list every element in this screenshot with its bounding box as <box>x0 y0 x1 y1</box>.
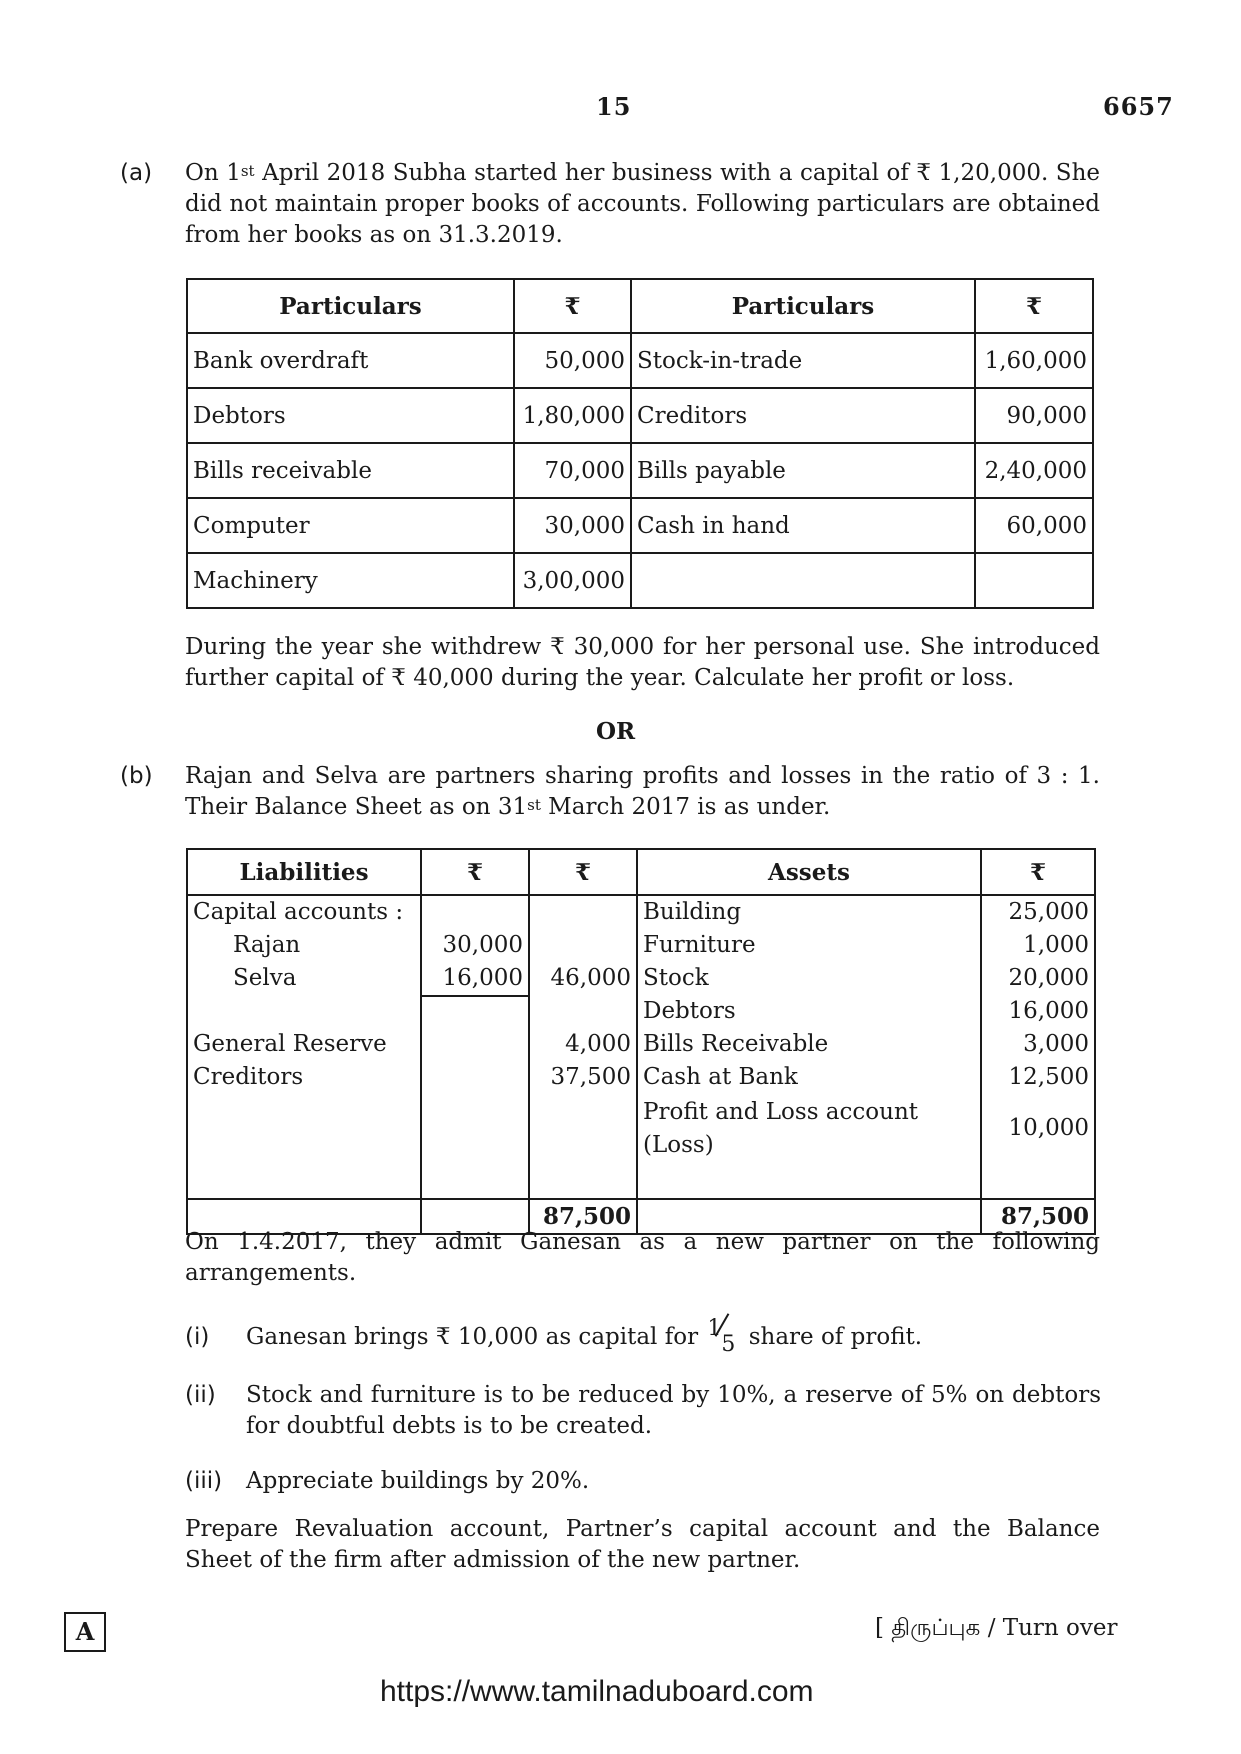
asset-name: Bills Receivable <box>643 1031 829 1057</box>
asset-name: Cash at Bank <box>643 1064 798 1090</box>
asset-amount: 3,000 <box>1023 1031 1089 1057</box>
table-header: ₹ <box>421 849 529 895</box>
table-cell <box>631 553 975 608</box>
table-cell: Cash in hand <box>631 498 975 553</box>
question-a-label: (a) <box>120 160 153 186</box>
fraction-one-fifth: 1 5 <box>705 1323 741 1353</box>
table-row <box>187 333 1093 388</box>
table-cell: 2,40,000 <box>975 443 1093 498</box>
table-cell: Computer <box>187 498 514 553</box>
question-a-intro: On 1st April 2018 Subha started her business with a capital of ₹ 1,20,000. She did not maintain proper books of accounts. Following particulars are obtained from her books as on 31.3.2019. <box>185 160 1100 248</box>
total-assets: 87,500 <box>981 1199 1095 1234</box>
table-cell: 30,000 <box>514 498 631 553</box>
partner-amount-column <box>421 895 529 1199</box>
table-cell: Bills receivable <box>187 443 514 498</box>
creditors-label: Creditors <box>193 1064 304 1090</box>
table-cell: 60,000 <box>975 498 1093 553</box>
capital-accounts-label: Capital accounts : <box>193 899 404 925</box>
table-cell: Bills payable <box>631 443 975 498</box>
table-row <box>187 553 1093 608</box>
asset-amount: 1,000 <box>1023 932 1089 958</box>
table-cell: Bank overdraft <box>187 333 514 388</box>
asset-name: Furniture <box>643 932 756 958</box>
total-liabilities: 87,500 <box>529 1199 637 1234</box>
turn-over-text: [ திருப்புக / Turn over <box>875 1615 1118 1641</box>
website-url[interactable]: https://www.tamilnaduboard.com <box>380 1675 814 1708</box>
paper-code: 6657 <box>1103 92 1174 121</box>
general-reserve-amount: 4,000 <box>565 1031 631 1057</box>
or-separator: OR <box>596 718 636 745</box>
asset-amount: 20,000 <box>1008 965 1089 991</box>
pl-loss-label: (Loss) <box>643 1132 714 1158</box>
item-number: (ii) <box>185 1382 216 1408</box>
table-row <box>187 895 1095 1199</box>
table-header: ₹ <box>529 849 637 895</box>
closing-instruction: Prepare Revaluation account, Partner’s capital account and the Balance Sheet of the firm after admission of the new partner. <box>185 1516 1100 1573</box>
asset-amount: 25,000 <box>1008 899 1089 925</box>
table-header-row <box>187 279 1093 333</box>
question-b-intro: Rajan and Selva are partners sharing profits and losses in the ratio of 3 : 1. Their Balance Sheet as on 31st March 2017 is as under. <box>185 763 1100 820</box>
table-cell: Stock-in-trade <box>631 333 975 388</box>
pl-amount: 10,000 <box>1008 1115 1089 1141</box>
item-i-text: Ganesan brings ₹ 10,000 as capital for 1 5 share of profit. <box>246 1322 1101 1353</box>
creditors-amount: 37,500 <box>550 1064 631 1090</box>
table-cell <box>975 553 1093 608</box>
pl-account-label: Profit and Loss account <box>643 1099 919 1125</box>
page-number: 15 <box>596 92 632 121</box>
liabilities-column <box>187 895 421 1199</box>
asset-name: Stock <box>643 965 709 991</box>
particulars-table <box>186 278 1094 609</box>
asset-amount: 16,000 <box>1008 998 1089 1024</box>
table-row <box>187 498 1093 553</box>
item-number: (iii) <box>185 1468 223 1494</box>
table-cell: Creditors <box>631 388 975 443</box>
general-reserve-label: General Reserve <box>193 1031 387 1057</box>
version-box: A <box>64 1612 106 1652</box>
table-header: ₹ <box>975 279 1093 333</box>
table-header: Assets <box>637 849 981 895</box>
item-iii-text: Appreciate buildings by 20%. <box>246 1468 590 1494</box>
table-header: ₹ <box>514 279 631 333</box>
table-cell: 90,000 <box>975 388 1093 443</box>
table-cell: Machinery <box>187 553 514 608</box>
rajan-amount: 30,000 <box>442 932 523 958</box>
table-cell: 3,00,000 <box>514 553 631 608</box>
assets-column <box>637 895 981 1199</box>
admission-text: On 1.4.2017, they admit Ganesan as a new partner on the following arrangements. <box>185 1229 1100 1286</box>
asset-amount-column <box>981 895 1095 1199</box>
table-cell: 50,000 <box>514 333 631 388</box>
table-row <box>187 443 1093 498</box>
table-cell: 1,60,000 <box>975 333 1093 388</box>
asset-amount: 12,500 <box>1008 1064 1089 1090</box>
selva-amount: 16,000 <box>422 962 528 997</box>
question-b-label: (b) <box>120 763 153 789</box>
balance-sheet-table <box>186 848 1096 1235</box>
table-header-row <box>187 849 1095 895</box>
item-ii-text: Stock and furniture is to be reduced by 10%, a reserve of 5% on debtors for doubtful debts is to be created. <box>246 1382 1101 1439</box>
table-header: Liabilities <box>187 849 421 895</box>
asset-name: Building <box>643 899 742 925</box>
asset-name: Debtors <box>643 998 736 1024</box>
table-header: Particulars <box>631 279 975 333</box>
table-cell: Debtors <box>187 388 514 443</box>
table-header: ₹ <box>981 849 1095 895</box>
rajan-label: Rajan <box>233 932 301 958</box>
table-row <box>187 388 1093 443</box>
question-a-after: During the year she withdrew ₹ 30,000 for her personal use. She introduced further capital of ₹ 40,000 during the year. Calculate her profit or loss. <box>185 634 1100 691</box>
capital-total: 46,000 <box>550 965 631 991</box>
item-number: (i) <box>185 1324 210 1350</box>
selva-label: Selva <box>233 965 297 991</box>
table-cell: 1,80,000 <box>514 388 631 443</box>
table-cell: 70,000 <box>514 443 631 498</box>
table-header: Particulars <box>187 279 514 333</box>
liability-amount-column <box>529 895 637 1199</box>
